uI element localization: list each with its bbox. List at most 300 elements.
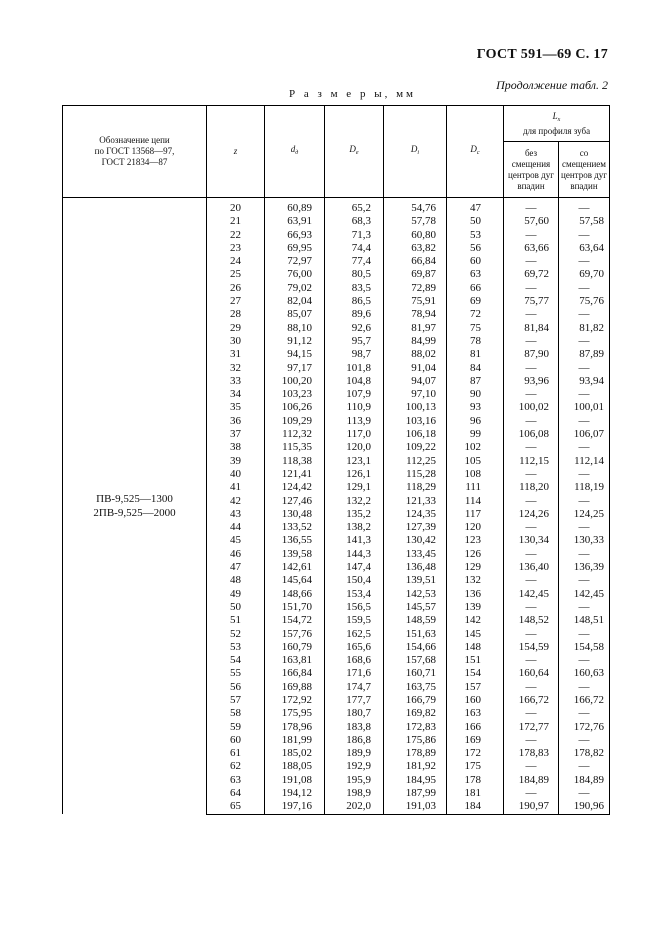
cell-d: 115,35 xyxy=(265,441,325,454)
cell-Lx-without-offset: — xyxy=(504,707,559,720)
cell-Lx-without-offset: 69,72 xyxy=(504,268,559,281)
cell-Dc: 56 xyxy=(447,242,504,255)
header-with-offset-line-1: со xyxy=(579,147,589,158)
header-without-offset-line-3: центров дуг xyxy=(508,169,554,180)
cell-Di: 112,25 xyxy=(384,455,447,468)
cell-z: 61 xyxy=(207,747,265,760)
cell-z: 31 xyxy=(207,348,265,361)
header-Dc-label: D xyxy=(470,144,477,154)
cell-d: 148,66 xyxy=(265,588,325,601)
cell-d: 100,20 xyxy=(265,375,325,388)
cell-Lx-with-offset: — xyxy=(559,495,610,508)
header-Di-label: D xyxy=(410,144,418,154)
cell-Lx-with-offset: — xyxy=(559,229,610,242)
table-continuation-note: Продолжение табл. 2 xyxy=(496,78,608,92)
page-header: ГОСТ 591—69 С. 17 xyxy=(476,47,608,62)
cell-d: 121,41 xyxy=(265,468,325,481)
cell-Lx-with-offset: — xyxy=(559,734,610,747)
cell-d: 63,91 xyxy=(265,215,325,228)
cell-d: 188,05 xyxy=(265,760,325,773)
header-Dc xyxy=(447,106,504,198)
cell-De: 147,4 xyxy=(325,561,384,574)
cell-Di: 191,03 xyxy=(384,800,447,814)
cell-Dc: 53 xyxy=(447,229,504,242)
cell-d: 157,76 xyxy=(265,628,325,641)
cell-De: 156,5 xyxy=(325,601,384,614)
cell-De: 198,9 xyxy=(325,787,384,800)
cell-De: 126,1 xyxy=(325,468,384,481)
cell-Dc: 111 xyxy=(447,481,504,494)
header-Lx-symbol xyxy=(506,111,607,126)
cell-d: 139,58 xyxy=(265,548,325,561)
cell-Di: 181,92 xyxy=(384,760,447,773)
cell-Dc: 184 xyxy=(447,800,504,814)
cell-Lx-without-offset: 154,59 xyxy=(504,641,559,654)
cell-Di: 151,63 xyxy=(384,628,447,641)
cell-z: 59 xyxy=(207,721,265,734)
cell-Lx-without-offset: 142,45 xyxy=(504,588,559,601)
cell-Dc: 72 xyxy=(447,308,504,321)
cell-Lx-with-offset: — xyxy=(559,198,610,216)
cell-Di: 142,53 xyxy=(384,588,447,601)
cell-Dc: 69 xyxy=(447,295,504,308)
cell-Lx-without-offset: 160,64 xyxy=(504,667,559,680)
cell-Lx-with-offset: 81,82 xyxy=(559,322,610,335)
cell-De: 183,8 xyxy=(325,721,384,734)
cell-Lx-with-offset: — xyxy=(559,441,610,454)
header-profile: для профиля зуба xyxy=(522,125,591,136)
cell-d: 124,42 xyxy=(265,481,325,494)
cell-De: 117,0 xyxy=(325,428,384,441)
cell-d: 112,32 xyxy=(265,428,325,441)
table-header xyxy=(63,106,610,198)
cell-De: 74,4 xyxy=(325,242,384,255)
cell-Dc: 157 xyxy=(447,681,504,694)
cell-d: 151,70 xyxy=(265,601,325,614)
cell-De: 68,3 xyxy=(325,215,384,228)
cell-Lx-with-offset: 93,94 xyxy=(559,375,610,388)
cell-Dc: 75 xyxy=(447,322,504,335)
cell-z: 62 xyxy=(207,760,265,773)
cell-De: 65,2 xyxy=(325,198,384,216)
cell-Lx-without-offset: — xyxy=(504,548,559,561)
cell-Lx-with-offset: 154,58 xyxy=(559,641,610,654)
header-z xyxy=(207,106,265,198)
cell-d: 172,92 xyxy=(265,694,325,707)
cell-z: 26 xyxy=(207,282,265,295)
cell-Lx-without-offset: — xyxy=(504,734,559,747)
cell-Lx-without-offset: 136,40 xyxy=(504,561,559,574)
cell-Di: 63,82 xyxy=(384,242,447,255)
cell-z: 43 xyxy=(207,508,265,521)
cell-Di: 160,71 xyxy=(384,667,447,680)
cell-z: 40 xyxy=(207,468,265,481)
cell-Dc: 145 xyxy=(447,628,504,641)
header-d xyxy=(265,106,325,198)
cell-De: 123,1 xyxy=(325,455,384,468)
cell-Lx-without-offset: 106,08 xyxy=(504,428,559,441)
cell-Dc: 47 xyxy=(447,198,504,216)
cell-Dc: 181 xyxy=(447,787,504,800)
cell-Dc: 96 xyxy=(447,415,504,428)
cell-De: 135,2 xyxy=(325,508,384,521)
cell-d: 191,08 xyxy=(265,774,325,787)
cell-z: 42 xyxy=(207,495,265,508)
cell-Dc: 126 xyxy=(447,548,504,561)
cell-Dc: 166 xyxy=(447,721,504,734)
cell-Lx-with-offset: 166,72 xyxy=(559,694,610,707)
cell-Lx-without-offset: — xyxy=(504,441,559,454)
cell-Lx-without-offset: 112,15 xyxy=(504,455,559,468)
header-Lx xyxy=(504,106,610,142)
cell-z: 57 xyxy=(207,694,265,707)
header-Lx-sub: x xyxy=(557,116,561,123)
cell-De: 186,8 xyxy=(325,734,384,747)
cell-Dc: 108 xyxy=(447,468,504,481)
cell-De: 132,2 xyxy=(325,495,384,508)
cell-d: 136,55 xyxy=(265,534,325,547)
cell-Lx-with-offset: 63,64 xyxy=(559,242,610,255)
cell-Lx-without-offset: 75,77 xyxy=(504,295,559,308)
cell-Lx-without-offset: — xyxy=(504,521,559,534)
cell-Di: 172,83 xyxy=(384,721,447,734)
cell-Lx-with-offset: 130,33 xyxy=(559,534,610,547)
cell-De: 192,9 xyxy=(325,760,384,773)
header-Di xyxy=(384,106,447,198)
header-chain-line-2: по ГОСТ 13568—97, xyxy=(94,146,175,156)
cell-Di: 154,66 xyxy=(384,641,447,654)
cell-De: 195,9 xyxy=(325,774,384,787)
cell-Lx-with-offset: — xyxy=(559,521,610,534)
cell-Lx-with-offset: — xyxy=(559,681,610,694)
cell-z: 51 xyxy=(207,614,265,627)
cell-Lx-without-offset: 124,26 xyxy=(504,508,559,521)
cell-Di: 157,68 xyxy=(384,654,447,667)
cell-De: 144,3 xyxy=(325,548,384,561)
cell-d: 197,16 xyxy=(265,800,325,814)
cell-Di: 163,75 xyxy=(384,681,447,694)
cell-z: 30 xyxy=(207,335,265,348)
cell-Lx-with-offset: — xyxy=(559,548,610,561)
cell-Lx-with-offset: 124,25 xyxy=(559,508,610,521)
cell-De: 71,3 xyxy=(325,229,384,242)
cell-d: 66,93 xyxy=(265,229,325,242)
cell-Di: 100,13 xyxy=(384,401,447,414)
cell-Lx-without-offset: 63,66 xyxy=(504,242,559,255)
cell-Di: 136,48 xyxy=(384,561,447,574)
cell-z: 33 xyxy=(207,375,265,388)
cell-z: 32 xyxy=(207,362,265,375)
cell-Lx-with-offset: 87,89 xyxy=(559,348,610,361)
cell-Lx-with-offset: — xyxy=(559,335,610,348)
cell-Dc: 93 xyxy=(447,401,504,414)
cell-Dc: 66 xyxy=(447,282,504,295)
cell-De: 95,7 xyxy=(325,335,384,348)
cell-Lx-without-offset: — xyxy=(504,198,559,216)
cell-d: 185,02 xyxy=(265,747,325,760)
cell-z: 48 xyxy=(207,574,265,587)
cell-z: 28 xyxy=(207,308,265,321)
cell-Lx-without-offset: 190,97 xyxy=(504,800,559,814)
cell-Dc: 105 xyxy=(447,455,504,468)
cell-Lx-with-offset: — xyxy=(559,308,610,321)
cell-Di: 81,97 xyxy=(384,322,447,335)
cell-d: 103,23 xyxy=(265,388,325,401)
cell-Di: 78,94 xyxy=(384,308,447,321)
cell-d: 154,72 xyxy=(265,614,325,627)
cell-Di: 106,18 xyxy=(384,428,447,441)
cell-Lx-with-offset: — xyxy=(559,760,610,773)
cell-Dc: 117 xyxy=(447,508,504,521)
cell-De: 162,5 xyxy=(325,628,384,641)
cell-Lx-without-offset: — xyxy=(504,654,559,667)
cell-z: 56 xyxy=(207,681,265,694)
cell-Di: 109,22 xyxy=(384,441,447,454)
cell-De: 150,4 xyxy=(325,574,384,587)
cell-z: 21 xyxy=(207,215,265,228)
cell-Dc: 142 xyxy=(447,614,504,627)
header-with-offset-line-4: впадин xyxy=(570,180,598,191)
header-De-sub: e xyxy=(355,150,359,156)
cell-Di: 91,04 xyxy=(384,362,447,375)
cell-Di: 139,51 xyxy=(384,574,447,587)
cell-De: 107,9 xyxy=(325,388,384,401)
sprocket-dimensions-table xyxy=(62,105,610,815)
cell-z: 54 xyxy=(207,654,265,667)
cell-Lx-with-offset: — xyxy=(559,255,610,268)
cell-d: 169,88 xyxy=(265,681,325,694)
table-body xyxy=(63,198,610,815)
cell-Dc: 132 xyxy=(447,574,504,587)
cell-Lx-without-offset: 87,90 xyxy=(504,348,559,361)
cell-z: 64 xyxy=(207,787,265,800)
cell-De: 86,5 xyxy=(325,295,384,308)
cell-Lx-without-offset: 93,96 xyxy=(504,375,559,388)
cell-Dc: 163 xyxy=(447,707,504,720)
header-chain-line-1: Обозначение цепи xyxy=(99,135,170,145)
cell-Lx-with-offset: 160,63 xyxy=(559,667,610,680)
cell-z: 49 xyxy=(207,588,265,601)
header-without-offset-line-4: впадин xyxy=(517,180,545,191)
cell-Di: 115,28 xyxy=(384,468,447,481)
cell-Di: 124,35 xyxy=(384,508,447,521)
cell-Dc: 160 xyxy=(447,694,504,707)
cell-Di: 178,89 xyxy=(384,747,447,760)
cell-De: 174,7 xyxy=(325,681,384,694)
cell-z: 63 xyxy=(207,774,265,787)
header-Di-sub: i xyxy=(417,150,420,156)
cell-d: 142,61 xyxy=(265,561,325,574)
header-without-offset xyxy=(504,142,559,198)
cell-z: 52 xyxy=(207,628,265,641)
cell-Lx-with-offset: 57,58 xyxy=(559,215,610,228)
cell-De: 110,9 xyxy=(325,401,384,414)
cell-Lx-without-offset: — xyxy=(504,255,559,268)
cell-d: 106,26 xyxy=(265,401,325,414)
cell-Dc: 50 xyxy=(447,215,504,228)
cell-Di: 121,33 xyxy=(384,495,447,508)
cell-Lx-with-offset: 136,39 xyxy=(559,561,610,574)
header-without-offset-line-2: смещения xyxy=(511,158,551,169)
cell-z: 22 xyxy=(207,229,265,242)
cell-De: 104,8 xyxy=(325,375,384,388)
cell-Dc: 81 xyxy=(447,348,504,361)
cell-Lx-without-offset: 130,34 xyxy=(504,534,559,547)
cell-Dc: 90 xyxy=(447,388,504,401)
cell-Di: 169,82 xyxy=(384,707,447,720)
cell-Lx-with-offset: 100,01 xyxy=(559,401,610,414)
cell-Lx-with-offset: 190,96 xyxy=(559,800,610,814)
cell-d: 178,96 xyxy=(265,721,325,734)
cell-Di: 88,02 xyxy=(384,348,447,361)
cell-Dc: 136 xyxy=(447,588,504,601)
chain-designation-cell xyxy=(63,198,207,815)
cell-Lx-without-offset: 57,60 xyxy=(504,215,559,228)
cell-Lx-without-offset: 184,89 xyxy=(504,774,559,787)
cell-Di: 133,45 xyxy=(384,548,447,561)
cell-Lx-without-offset: — xyxy=(504,335,559,348)
cell-De: 80,5 xyxy=(325,268,384,281)
cell-Lx-without-offset: — xyxy=(504,362,559,375)
cell-d: 175,95 xyxy=(265,707,325,720)
cell-d: 127,46 xyxy=(265,495,325,508)
header-d-sub: д xyxy=(295,150,299,156)
cell-z: 36 xyxy=(207,415,265,428)
cell-Lx-with-offset: — xyxy=(559,415,610,428)
header-without-offset-line-1: без xyxy=(524,147,538,158)
cell-De: 138,2 xyxy=(325,521,384,534)
cell-Dc: 84 xyxy=(447,362,504,375)
cell-d: 166,84 xyxy=(265,667,325,680)
cell-d: 160,79 xyxy=(265,641,325,654)
cell-Dc: 139 xyxy=(447,601,504,614)
cell-z: 23 xyxy=(207,242,265,255)
header-Dc-sub: c xyxy=(476,150,480,156)
cell-z: 35 xyxy=(207,401,265,414)
cell-Lx-without-offset: — xyxy=(504,681,559,694)
cell-Lx-without-offset: — xyxy=(504,787,559,800)
cell-Lx-with-offset: — xyxy=(559,707,610,720)
cell-Di: 69,87 xyxy=(384,268,447,281)
cell-Lx-without-offset: — xyxy=(504,495,559,508)
cell-Lx-with-offset: 172,76 xyxy=(559,721,610,734)
cell-De: 141,3 xyxy=(325,534,384,547)
cell-d: 85,07 xyxy=(265,308,325,321)
cell-Dc: 148 xyxy=(447,641,504,654)
cell-Lx-without-offset: — xyxy=(504,628,559,641)
header-chain-designation xyxy=(63,106,207,198)
cell-Lx-without-offset: — xyxy=(504,574,559,587)
header-z-label: z xyxy=(233,146,238,156)
cell-d: 194,12 xyxy=(265,787,325,800)
cell-Di: 97,10 xyxy=(384,388,447,401)
cell-Lx-with-offset: — xyxy=(559,468,610,481)
cell-d: 97,17 xyxy=(265,362,325,375)
cell-Di: 130,42 xyxy=(384,534,447,547)
header-De-label: D xyxy=(349,144,356,154)
cell-d: 82,04 xyxy=(265,295,325,308)
cell-Lx-without-offset: — xyxy=(504,760,559,773)
cell-d: 91,12 xyxy=(265,335,325,348)
header-chain-line-3: ГОСТ 21834—87 xyxy=(101,157,168,167)
cell-Di: 60,80 xyxy=(384,229,447,242)
cell-Dc: 175 xyxy=(447,760,504,773)
cell-Lx-without-offset: 172,77 xyxy=(504,721,559,734)
cell-z: 34 xyxy=(207,388,265,401)
cell-Dc: 120 xyxy=(447,521,504,534)
cell-Dc: 63 xyxy=(447,268,504,281)
cell-Di: 166,79 xyxy=(384,694,447,707)
cell-Lx-with-offset: 118,19 xyxy=(559,481,610,494)
cell-De: 202,0 xyxy=(325,800,384,814)
cell-Di: 145,57 xyxy=(384,601,447,614)
cell-Di: 94,07 xyxy=(384,375,447,388)
cell-Lx-without-offset: 178,83 xyxy=(504,747,559,760)
cell-De: 177,7 xyxy=(325,694,384,707)
cell-Lx-with-offset: 75,76 xyxy=(559,295,610,308)
cell-Lx-without-offset: 100,02 xyxy=(504,401,559,414)
cell-Lx-with-offset: — xyxy=(559,388,610,401)
cell-d: 72,97 xyxy=(265,255,325,268)
cell-Lx-without-offset: 148,52 xyxy=(504,614,559,627)
cell-De: 129,1 xyxy=(325,481,384,494)
header-d-label: d xyxy=(290,144,296,154)
cell-Dc: 78 xyxy=(447,335,504,348)
cell-Di: 184,95 xyxy=(384,774,447,787)
cell-Dc: 151 xyxy=(447,654,504,667)
cell-d: 145,64 xyxy=(265,574,325,587)
dimensions-caption: Р а з м е р ы, мм xyxy=(289,88,417,100)
cell-Lx-without-offset: 81,84 xyxy=(504,322,559,335)
cell-d: 60,89 xyxy=(265,198,325,216)
cell-De: 159,5 xyxy=(325,614,384,627)
cell-Lx-without-offset: — xyxy=(504,282,559,295)
cell-Dc: 172 xyxy=(447,747,504,760)
cell-z: 46 xyxy=(207,548,265,561)
cell-Lx-without-offset: — xyxy=(504,468,559,481)
cell-d: 76,00 xyxy=(265,268,325,281)
cell-Lx-without-offset: 166,72 xyxy=(504,694,559,707)
cell-Di: 148,59 xyxy=(384,614,447,627)
cell-z: 37 xyxy=(207,428,265,441)
header-Lx-label: L xyxy=(552,110,558,121)
cell-Di: 54,76 xyxy=(384,198,447,216)
cell-z: 41 xyxy=(207,481,265,494)
cell-z: 39 xyxy=(207,455,265,468)
cell-Dc: 129 xyxy=(447,561,504,574)
cell-d: 181,99 xyxy=(265,734,325,747)
cell-Di: 72,89 xyxy=(384,282,447,295)
cell-d: 109,29 xyxy=(265,415,325,428)
cell-d: 79,02 xyxy=(265,282,325,295)
cell-d: 88,10 xyxy=(265,322,325,335)
cell-De: 168,6 xyxy=(325,654,384,667)
cell-z: 20 xyxy=(207,198,265,216)
cell-Di: 127,39 xyxy=(384,521,447,534)
cell-Di: 66,84 xyxy=(384,255,447,268)
cell-Lx-with-offset: 69,70 xyxy=(559,268,610,281)
cell-Lx-with-offset: 178,82 xyxy=(559,747,610,760)
cell-d: 130,48 xyxy=(265,508,325,521)
cell-Lx-with-offset: — xyxy=(559,628,610,641)
cell-Lx-with-offset: 106,07 xyxy=(559,428,610,441)
cell-d: 163,81 xyxy=(265,654,325,667)
cell-z: 58 xyxy=(207,707,265,720)
cell-z: 45 xyxy=(207,534,265,547)
cell-Lx-with-offset: 112,14 xyxy=(559,455,610,468)
cell-Lx-with-offset: — xyxy=(559,601,610,614)
cell-Di: 103,16 xyxy=(384,415,447,428)
